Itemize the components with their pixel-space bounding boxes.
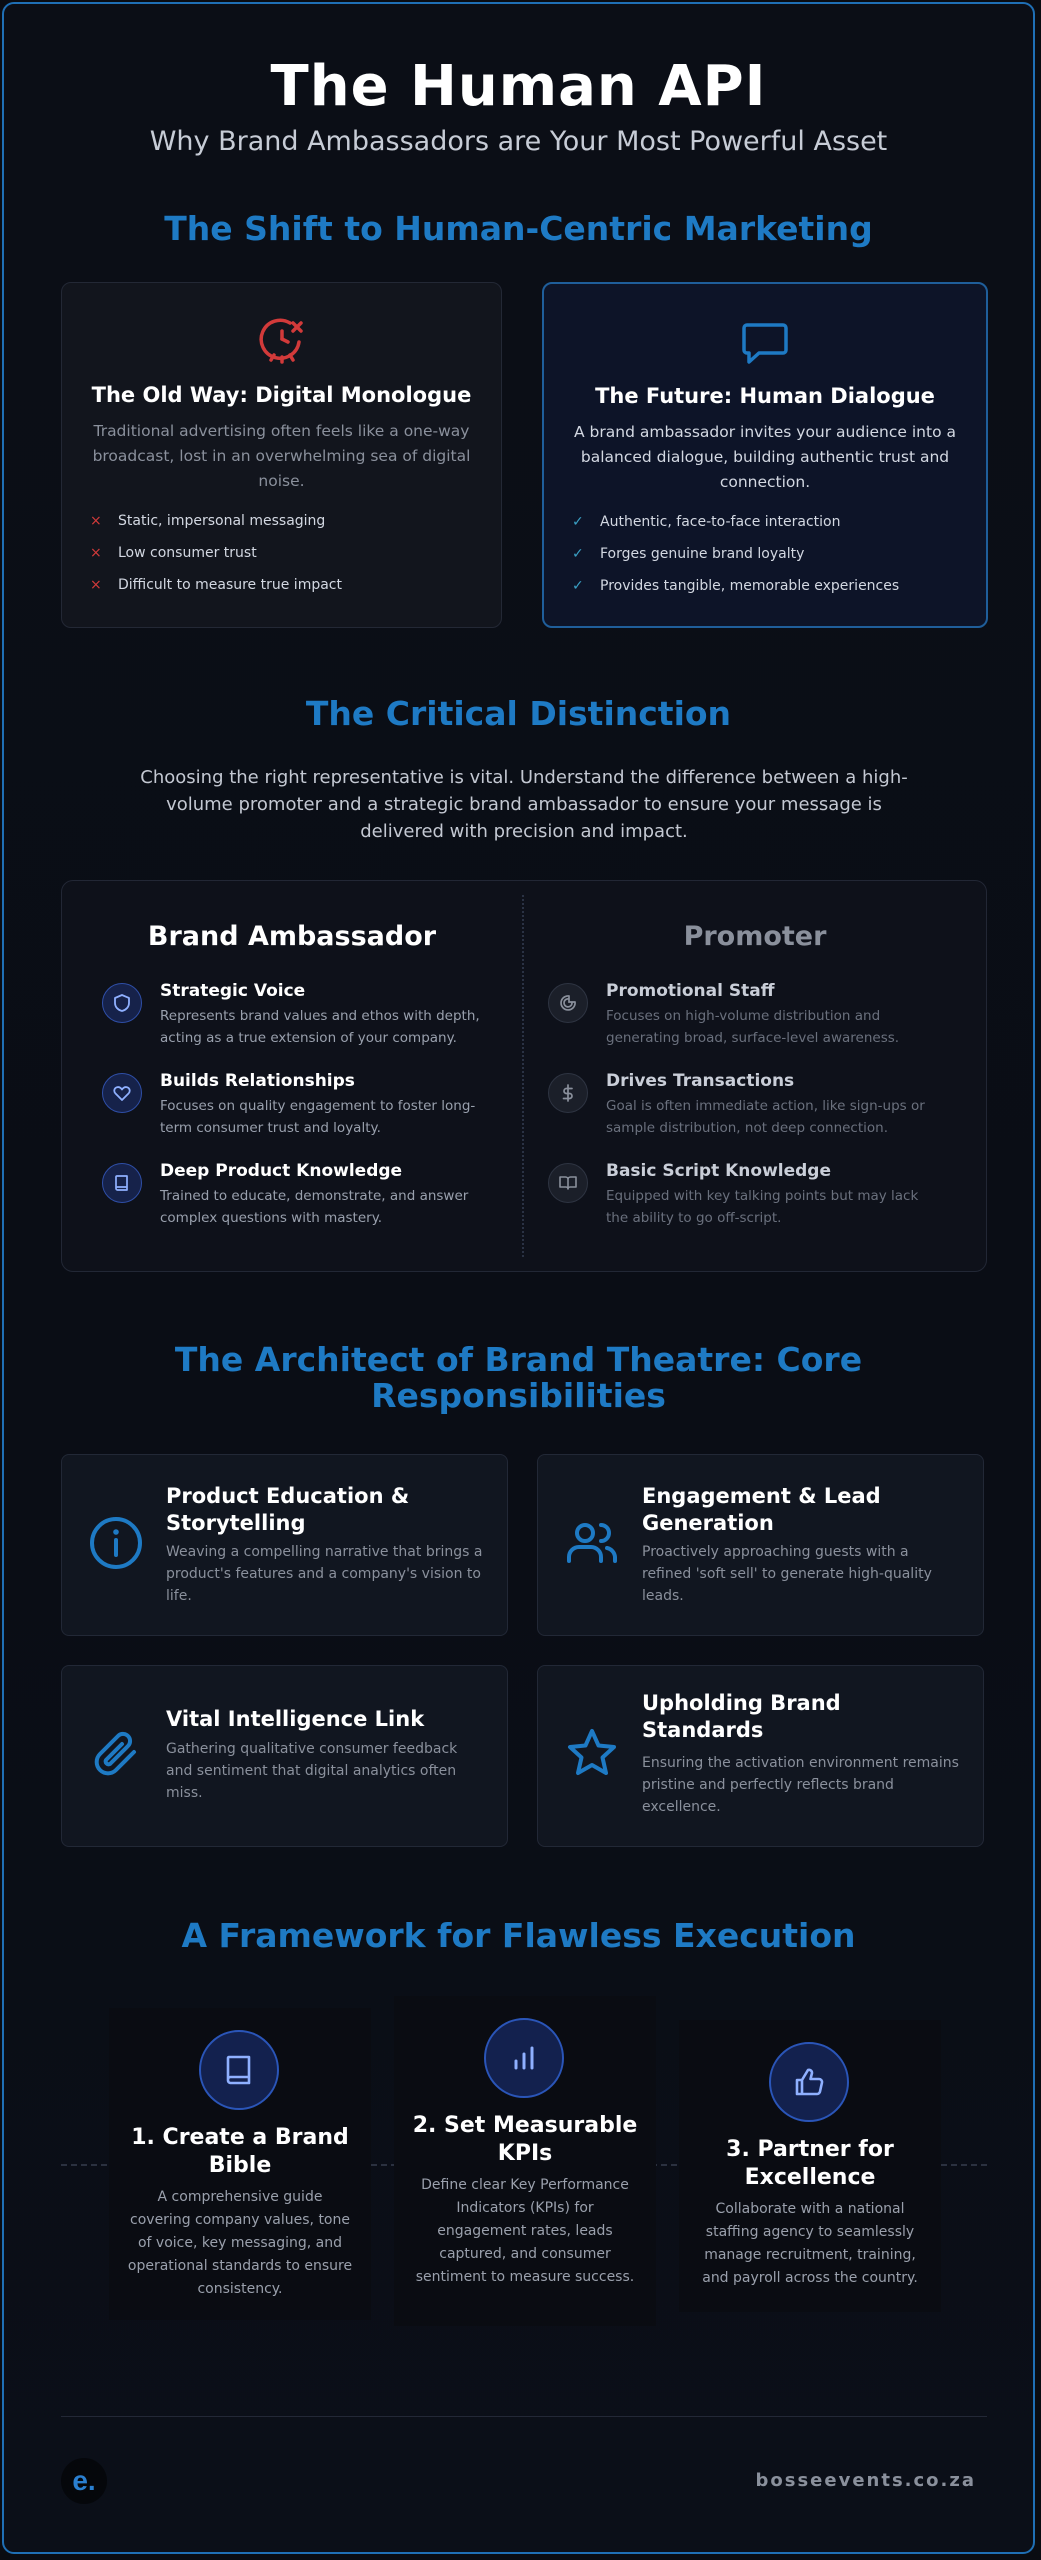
broken-signal-icon [62, 315, 501, 369]
paperclip-icon [88, 1726, 144, 1786]
distinction-card [61, 880, 987, 1272]
cross-icon: × [90, 545, 102, 561]
ambassador-item-text: Represents brand values and ethos with depth, acting as a true extension of your company. [160, 1008, 480, 1046]
new-way-heading: The Future: Human Dialogue [595, 384, 935, 408]
bar-chart-icon [484, 2018, 564, 2098]
check-icon: ✓ [572, 578, 584, 594]
promoter-item-text: Goal is often immediate action, like sign-ups or sample distribution, not deep connection. [606, 1098, 925, 1136]
framework-step [394, 1996, 656, 2326]
book-icon [199, 2030, 279, 2110]
users-icon [564, 1515, 620, 1575]
ambassador-item-text: Trained to educate, demonstrate, and answer complex questions with mastery. [160, 1188, 469, 1226]
responsibility-title: Vital Intelligence Link [166, 1707, 425, 1731]
responsibility-text: Proactively approaching guests with a refined 'soft sell' to generate high-quality leads. [642, 1544, 932, 1604]
responsibility-card [537, 1454, 984, 1636]
new-way-card [542, 282, 988, 628]
ambassador-item-text: Focuses on quality engagement to foster long-term consumer trust and loyalty. [160, 1098, 476, 1136]
step-text: Define clear Key Performance Indicators (KPIs) for engagement rates, leads captured, and consumer sentiment to measure success. [415, 2177, 635, 2285]
old-way-card [61, 282, 502, 628]
open-book-icon [548, 1163, 588, 1203]
shield-icon [102, 983, 142, 1023]
framework-section-title: A Framework for Flawless Execution [181, 1916, 856, 1955]
responsibility-text: Weaving a compelling narrative that brings a product's features and a company's vision to life. [166, 1544, 483, 1604]
step-title: 3. Partner for Excellence [726, 2137, 894, 2190]
old-way-bullet: × Difficult to measure true impact [90, 577, 342, 593]
step-text: Collaborate with a national staffing agency to seamlessly manage recruitment, training, and payroll across the country. [702, 2201, 918, 2286]
new-way-bullet: ✓ Authentic, face-to-face interaction [572, 514, 841, 530]
cross-icon: × [90, 513, 102, 529]
responsibility-text: Ensuring the activation environment remains pristine and perfectly reflects brand excellence. [642, 1755, 959, 1815]
promoter-item-title: Basic Script Knowledge [606, 1161, 832, 1181]
responsibility-title: Product Education & Storytelling [166, 1484, 410, 1535]
logo-text: e. [72, 2465, 96, 2496]
promoter-item-title: Drives Transactions [606, 1071, 795, 1091]
responsibilities-section-title: The Architect of Brand Theatre: Core Responsibilities [174, 1340, 863, 1415]
ambassador-heading: Brand Ambassador [147, 921, 437, 952]
step-title: 1. Create a Brand Bible [131, 2125, 349, 2178]
book-icon [102, 1163, 142, 1203]
info-icon [88, 1515, 144, 1575]
distinction-intro: Choosing the right representative is vital. Understand the difference between a high-volume promoter and a strategic brand ambassador to ensure your message is delivered with precision and impact. [140, 767, 908, 842]
cross-icon: × [90, 577, 102, 593]
check-icon: ✓ [572, 514, 584, 530]
step-title: 2. Set Measurable KPIs [412, 2113, 638, 2166]
old-way-text: Traditional advertising often feels like a one-way broadcast, lost in an overwhelming sea of digital noise. [92, 422, 471, 490]
check-icon: ✓ [572, 546, 584, 562]
website-link[interactable]: bosseevents.co.za [755, 2470, 976, 2491]
ambassador-item-title: Deep Product Knowledge [160, 1161, 403, 1181]
star-icon [564, 1726, 620, 1786]
thumbs-up-icon [769, 2042, 849, 2122]
megaphone-icon [548, 983, 588, 1023]
responsibility-text: Gathering qualitative consumer feedback and sentiment that digital analytics often miss. [166, 1741, 458, 1801]
old-way-bullet: × Static, impersonal messaging [90, 513, 326, 529]
promoter-item-text: Equipped with key talking points but may lack the ability to go off-script. [606, 1188, 919, 1226]
new-way-text: A brand ambassador invites your audience into a balanced dialogue, building authentic trust and connection. [574, 423, 956, 491]
framework-step [679, 2020, 941, 2312]
ambassador-item-title: Strategic Voice [160, 981, 306, 1001]
ambassador-item-title: Builds Relationships [160, 1071, 355, 1091]
responsibility-card [61, 1454, 508, 1636]
shift-section-title: The Shift to Human-Centric Marketing [164, 209, 873, 248]
promoter-item-title: Promotional Staff [606, 981, 775, 1001]
heart-icon [102, 1073, 142, 1113]
promoter-heading: Promoter [683, 921, 827, 952]
distinction-section-title: The Critical Distinction [305, 694, 732, 733]
brand-logo[interactable] [61, 2458, 107, 2504]
framework-step [109, 2008, 371, 2320]
responsibility-card [537, 1665, 984, 1847]
new-way-bullet: ✓ Provides tangible, memorable experiences [572, 578, 900, 594]
dollar-icon [548, 1073, 588, 1113]
page-subtitle: Why Brand Ambassadors are Your Most Powerful Asset [149, 126, 888, 157]
responsibility-card [61, 1665, 508, 1847]
new-way-bullet: ✓ Forges genuine brand loyalty [572, 546, 805, 562]
responsibility-title: Engagement & Lead Generation [642, 1484, 881, 1535]
footer-divider [61, 2416, 987, 2417]
responsibility-title: Upholding Brand Standards [642, 1691, 841, 1742]
page-title: The Human API [270, 54, 767, 119]
chat-bubble-icon [544, 316, 986, 370]
infographic-frame [2, 2, 1035, 2554]
promoter-item-text: Focuses on high-volume distribution and generating broad, surface-level awareness. [606, 1008, 900, 1046]
old-way-heading: The Old Way: Digital Monologue [91, 383, 472, 407]
old-way-bullet: × Low consumer trust [90, 545, 257, 561]
step-text: A comprehensive guide covering company values, tone of voice, key messaging, and operational standards to ensure consistency. [127, 2189, 353, 2297]
